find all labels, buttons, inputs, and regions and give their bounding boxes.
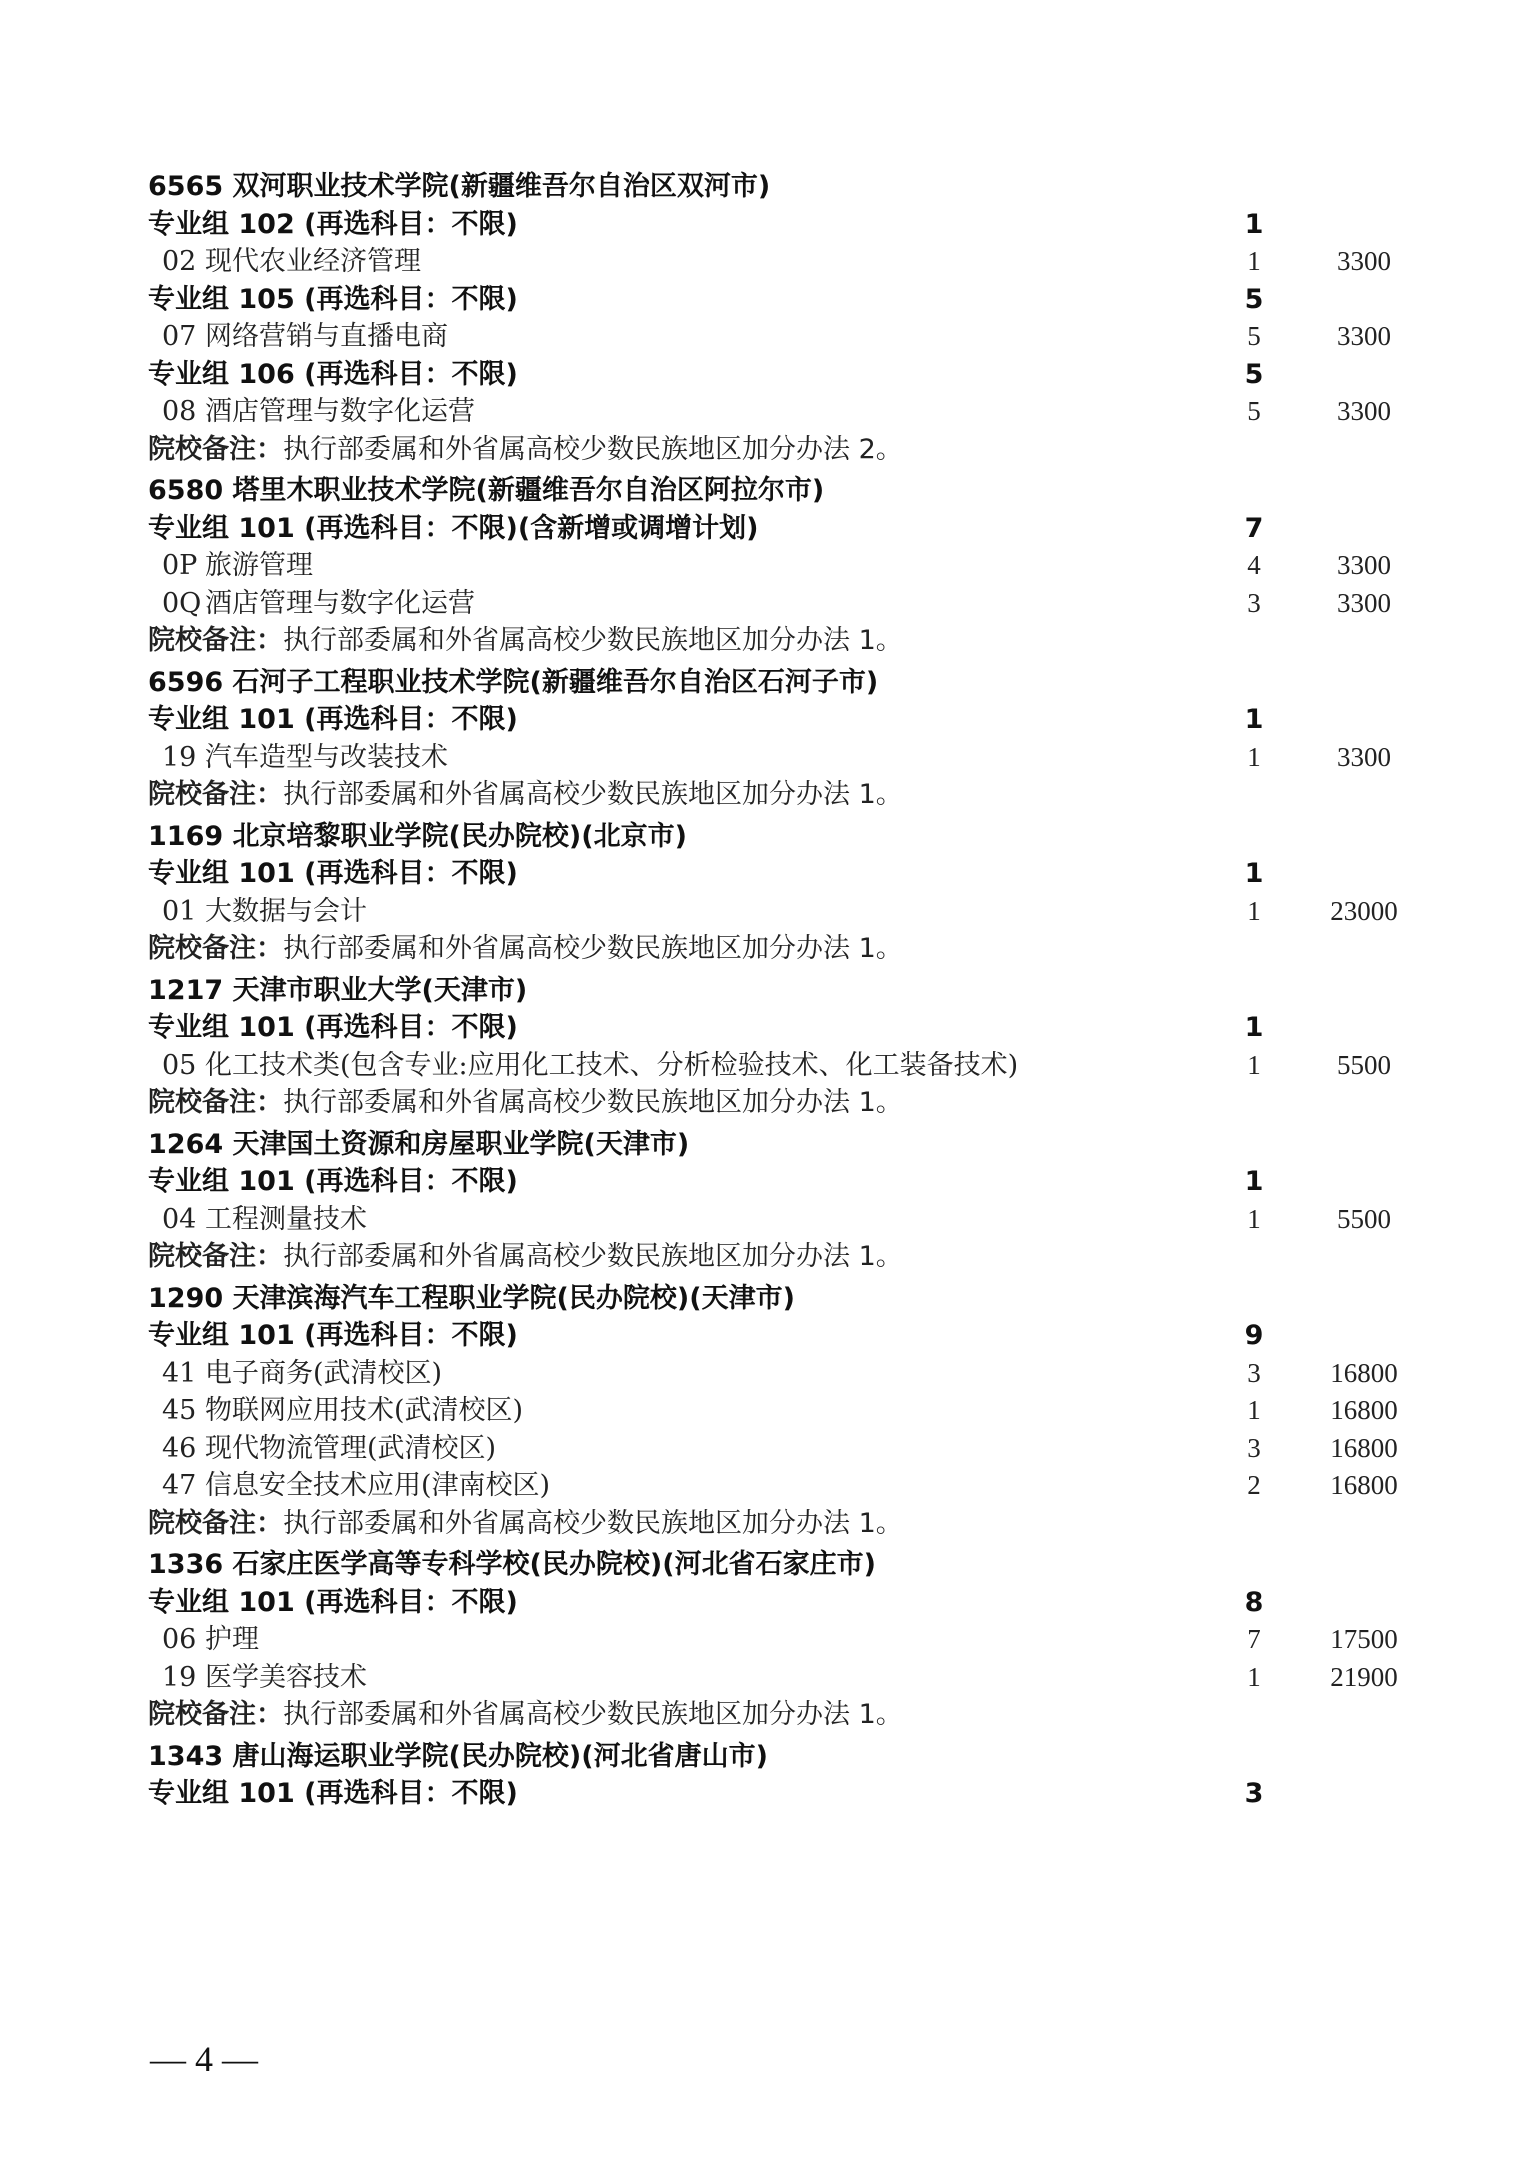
major-name: 现代物流管理(武清校区) bbox=[205, 1432, 497, 1464]
group-plan-count: 7 bbox=[1244, 512, 1264, 544]
major-row bbox=[148, 1659, 1408, 1697]
school-note bbox=[148, 776, 1408, 814]
major-row bbox=[148, 1621, 1408, 1659]
major-group-label: 专业组 101 (再选科目：不限) bbox=[148, 1320, 518, 1351]
major-tuition-fee: 5500 bbox=[1337, 1049, 1391, 1080]
major-plan-count: 4 bbox=[1247, 550, 1261, 580]
school-block bbox=[148, 664, 1408, 814]
major-group-row bbox=[148, 1317, 1408, 1355]
school-note bbox=[148, 1238, 1408, 1276]
school-block bbox=[148, 818, 1408, 968]
major-plan-count: 1 bbox=[1247, 1395, 1261, 1425]
school-note-text: 执行部委属和外省属高校少数民族地区加分办法 1。 bbox=[283, 1087, 903, 1118]
major-tuition-fee: 23000 bbox=[1330, 895, 1398, 926]
school-note-label: 院校备注： bbox=[148, 1241, 283, 1272]
group-plan-count: 5 bbox=[1244, 283, 1264, 315]
major-plan-count: 5 bbox=[1247, 321, 1261, 351]
school-note-label: 院校备注： bbox=[148, 1699, 283, 1730]
major-plan-count: 1 bbox=[1247, 895, 1261, 926]
group-plan-count: 8 bbox=[1244, 1586, 1264, 1618]
school-block bbox=[148, 1738, 1408, 1813]
major-tuition-fee: 21900 bbox=[1330, 1661, 1398, 1692]
group-plan-count: 9 bbox=[1244, 1320, 1264, 1351]
major-group-row bbox=[148, 1163, 1408, 1201]
major-code: 0Q bbox=[162, 587, 202, 619]
group-plan-count: 1 bbox=[1244, 1012, 1264, 1043]
major-plan-count: 1 bbox=[1247, 246, 1261, 276]
major-code: 01 bbox=[162, 895, 197, 927]
school-header: 1169 北京培黎职业学院(民办院校)(北京市) bbox=[148, 820, 687, 852]
school-note bbox=[148, 622, 1408, 660]
major-name: 现代农业经济管理 bbox=[205, 246, 421, 277]
major-row bbox=[148, 1392, 1408, 1430]
school-note bbox=[148, 1696, 1408, 1734]
school-header: 6580 塔里木职业技术学院(新疆维吾尔自治区阿拉尔市) bbox=[148, 475, 825, 506]
school-note bbox=[148, 930, 1408, 968]
major-code: 05 bbox=[162, 1049, 197, 1081]
major-group-row bbox=[148, 1009, 1408, 1047]
major-code: 07 bbox=[162, 321, 197, 352]
major-tuition-fee: 3300 bbox=[1337, 587, 1391, 618]
admission-plan-list bbox=[148, 168, 1408, 1817]
major-name: 物联网应用技术(武清校区) bbox=[205, 1395, 524, 1426]
major-group-row bbox=[148, 206, 1408, 244]
major-group-label: 专业组 101 (再选科目：不限) bbox=[148, 1166, 518, 1197]
page-number: — 4 — bbox=[150, 2039, 258, 2079]
major-tuition-fee: 3300 bbox=[1337, 321, 1391, 351]
school-note-text: 执行部委属和外省属高校少数民族地区加分办法 1。 bbox=[283, 933, 903, 964]
school-header: 6596 石河子工程职业技术学院(新疆维吾尔自治区石河子市) bbox=[148, 666, 879, 698]
major-name: 酒店管理与数字化运营 bbox=[205, 396, 475, 427]
major-tuition-fee: 16800 bbox=[1330, 1470, 1398, 1500]
major-tuition-fee: 5500 bbox=[1337, 1203, 1391, 1234]
major-name: 工程测量技术 bbox=[205, 1203, 367, 1235]
major-plan-count: 1 bbox=[1247, 1661, 1261, 1692]
major-row bbox=[148, 1355, 1408, 1393]
school-header: 1217 天津市职业大学(天津市) bbox=[148, 974, 528, 1006]
school-block bbox=[148, 1546, 1408, 1734]
group-plan-count: 1 bbox=[1244, 208, 1264, 240]
major-code: 04 bbox=[162, 1203, 197, 1235]
major-row bbox=[148, 893, 1408, 931]
school-note-text: 执行部委属和外省属高校少数民族地区加分办法 1。 bbox=[283, 1699, 903, 1730]
major-name: 酒店管理与数字化运营 bbox=[205, 587, 475, 619]
major-row bbox=[148, 1047, 1408, 1085]
major-plan-count: 3 bbox=[1247, 587, 1261, 618]
major-code: 02 bbox=[162, 246, 197, 277]
group-plan-count: 1 bbox=[1244, 858, 1264, 889]
school-header: 1343 唐山海运职业学院(民办院校)(河北省唐山市) bbox=[148, 1740, 768, 1772]
major-plan-count: 3 bbox=[1247, 1432, 1261, 1463]
group-plan-count: 1 bbox=[1244, 1166, 1264, 1197]
major-plan-count: 1 bbox=[1247, 741, 1261, 772]
major-group-label: 专业组 101 (再选科目：不限) bbox=[148, 1778, 518, 1809]
school-note bbox=[148, 1084, 1408, 1122]
school-note-label: 院校备注： bbox=[148, 625, 283, 656]
major-row bbox=[148, 1201, 1408, 1239]
major-group-label: 专业组 101 (再选科目：不限) bbox=[148, 1586, 518, 1618]
major-group-row bbox=[148, 510, 1408, 548]
major-plan-count: 3 bbox=[1247, 1357, 1261, 1388]
major-group-label: 专业组 102 (再选科目：不限) bbox=[148, 208, 518, 240]
major-group-label: 专业组 101 (再选科目：不限) bbox=[148, 1012, 518, 1043]
major-group-label: 专业组 101 (再选科目：不限) bbox=[148, 704, 518, 735]
school-header: 1290 天津滨海汽车工程职业学院(民办院校)(天津市) bbox=[148, 1282, 795, 1314]
major-group-row bbox=[148, 855, 1408, 893]
major-row bbox=[148, 547, 1408, 585]
school-header: 1264 天津国土资源和房屋职业学院(天津市) bbox=[148, 1128, 690, 1160]
major-tuition-fee: 17500 bbox=[1330, 1624, 1398, 1654]
major-row bbox=[148, 1467, 1408, 1505]
major-code: 06 bbox=[162, 1624, 197, 1655]
school-note bbox=[148, 1505, 1408, 1543]
major-group-row bbox=[148, 701, 1408, 739]
school-note-text: 执行部委属和外省属高校少数民族地区加分办法 1。 bbox=[283, 779, 903, 810]
school-note-text: 执行部委属和外省属高校少数民族地区加分办法 1。 bbox=[283, 1507, 903, 1539]
major-name: 旅游管理 bbox=[205, 550, 313, 581]
major-group-row bbox=[148, 1775, 1408, 1813]
major-code: 41 bbox=[162, 1357, 197, 1389]
school-header: 1336 石家庄医学高等专科学校(民办院校)(河北省石家庄市) bbox=[148, 1549, 876, 1580]
school-note-text: 执行部委属和外省属高校少数民族地区加分办法 1。 bbox=[283, 625, 903, 656]
major-tuition-fee: 16800 bbox=[1330, 1432, 1398, 1463]
major-tuition-fee: 16800 bbox=[1330, 1395, 1398, 1425]
major-plan-count: 5 bbox=[1247, 396, 1261, 426]
major-row bbox=[148, 393, 1408, 431]
school-block bbox=[148, 168, 1408, 468]
school-block bbox=[148, 1280, 1408, 1543]
major-group-row bbox=[148, 356, 1408, 394]
major-group-label: 专业组 101 (再选科目：不限)(含新增或调增计划) bbox=[148, 512, 759, 544]
major-group-label: 专业组 106 (再选科目：不限) bbox=[148, 358, 518, 390]
major-tuition-fee: 16800 bbox=[1330, 1357, 1398, 1388]
major-row bbox=[148, 585, 1408, 623]
major-group-row bbox=[148, 281, 1408, 319]
school-note bbox=[148, 431, 1408, 469]
major-code: 45 bbox=[162, 1395, 197, 1426]
school-note-label: 院校备注： bbox=[148, 1087, 283, 1118]
major-group-label: 专业组 105 (再选科目：不限) bbox=[148, 283, 518, 315]
major-plan-count: 1 bbox=[1247, 1049, 1261, 1080]
school-block bbox=[148, 1126, 1408, 1276]
group-plan-count: 5 bbox=[1244, 358, 1264, 390]
group-plan-count: 3 bbox=[1244, 1778, 1264, 1809]
group-plan-count: 1 bbox=[1244, 704, 1264, 735]
major-tuition-fee: 3300 bbox=[1337, 550, 1391, 580]
major-name: 信息安全技术应用(津南校区) bbox=[205, 1470, 551, 1501]
school-note-label: 院校备注： bbox=[148, 779, 283, 810]
major-plan-count: 2 bbox=[1247, 1470, 1261, 1500]
major-code: 08 bbox=[162, 396, 197, 427]
major-row bbox=[148, 243, 1408, 281]
major-row bbox=[148, 1430, 1408, 1468]
major-tuition-fee: 3300 bbox=[1337, 246, 1391, 276]
school-note-label: 院校备注： bbox=[148, 1507, 283, 1539]
major-name: 化工技术类(包含专业:应用化工技术、分析检验技术、化工装备技术) bbox=[205, 1049, 1019, 1081]
major-group-label: 专业组 101 (再选科目：不限) bbox=[148, 858, 518, 889]
major-code: 46 bbox=[162, 1432, 197, 1464]
major-name: 大数据与会计 bbox=[205, 895, 367, 927]
major-tuition-fee: 3300 bbox=[1337, 396, 1391, 426]
major-name: 网络营销与直播电商 bbox=[205, 321, 448, 352]
major-name: 汽车造型与改装技术 bbox=[205, 741, 448, 773]
major-plan-count: 7 bbox=[1247, 1624, 1261, 1654]
major-row bbox=[148, 739, 1408, 777]
school-header: 6565 双河职业技术学院(新疆维吾尔自治区双河市) bbox=[148, 171, 771, 202]
school-block bbox=[148, 472, 1408, 660]
school-note-text: 执行部委属和外省属高校少数民族地区加分办法 1。 bbox=[283, 1241, 903, 1272]
school-note-label: 院校备注： bbox=[148, 933, 283, 964]
major-name: 护理 bbox=[205, 1624, 259, 1655]
school-note-label: 院校备注： bbox=[148, 433, 283, 465]
major-name: 医学美容技术 bbox=[205, 1661, 367, 1693]
major-code: 0P bbox=[162, 550, 198, 581]
school-block bbox=[148, 972, 1408, 1122]
major-name: 电子商务(武清校区) bbox=[205, 1357, 443, 1389]
major-code: 47 bbox=[162, 1470, 197, 1501]
major-group-row bbox=[148, 1584, 1408, 1622]
major-plan-count: 1 bbox=[1247, 1203, 1261, 1234]
major-code: 19 bbox=[162, 1661, 197, 1693]
major-row bbox=[148, 318, 1408, 356]
major-tuition-fee: 3300 bbox=[1337, 741, 1391, 772]
school-note-text: 执行部委属和外省属高校少数民族地区加分办法 2。 bbox=[283, 433, 903, 465]
major-code: 19 bbox=[162, 741, 197, 773]
